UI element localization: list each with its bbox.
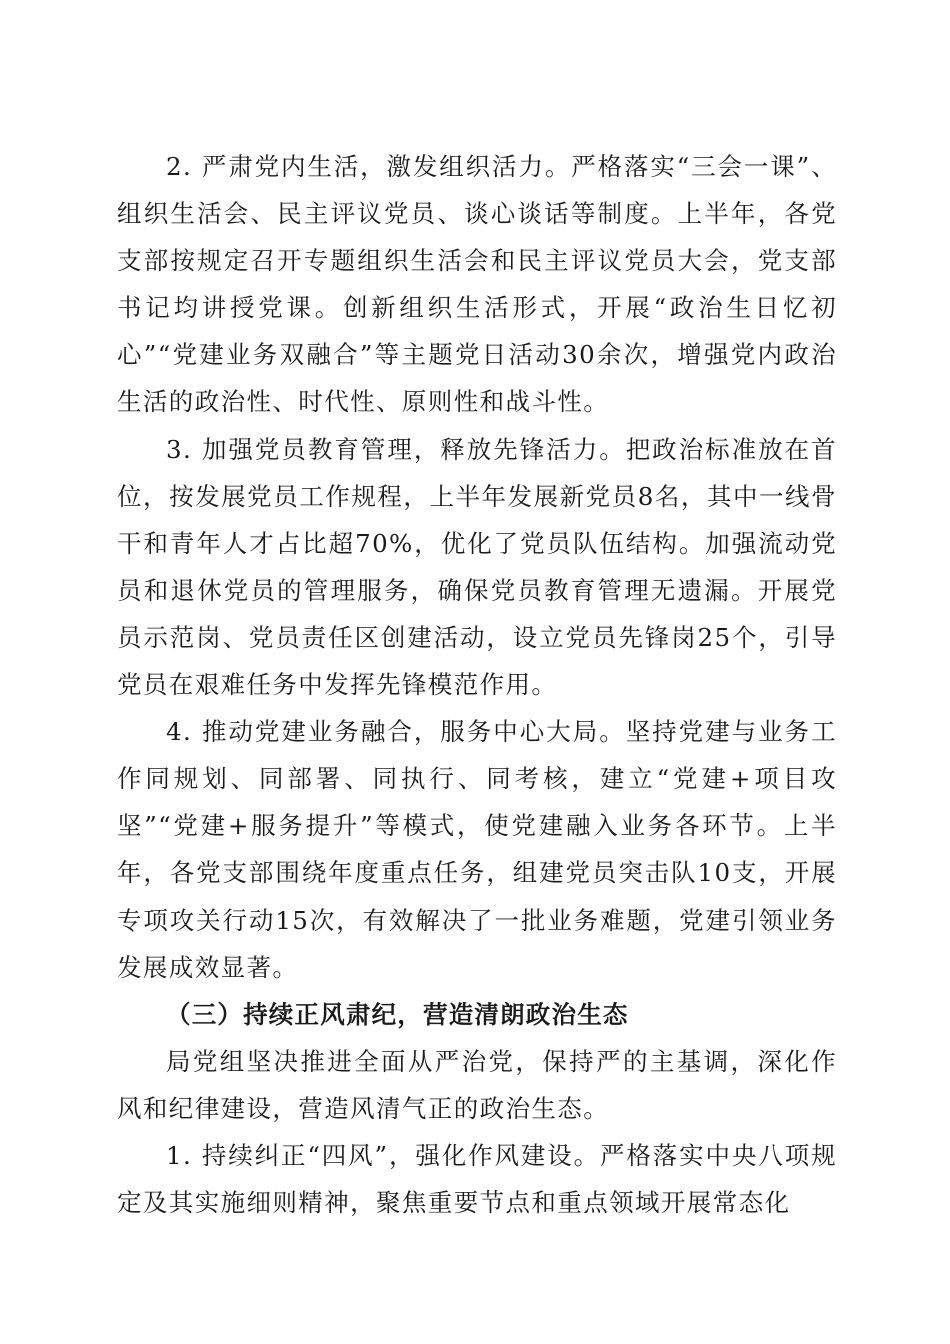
paragraph-section-intro: 局党组坚决推进全面从严治党，保持严的主基调，深化作风和纪律建设，营造风清气正的政治生态。 <box>117 1046 837 1123</box>
paragraph-party-business-integration: 4. 推动党建业务融合，服务中心大局。坚持党建与业务工作同规划、同部署、同执行、同考核，建立“党建+项目攻坚”“党建+服务提升”等模式，使党建融入业务各环节。上半年，各党支部围绕年度重点任务，组建党员突击队10支，开展专项攻关行动15次，有效解决了一批业务难题，党建引领业务发展成效显著。 <box>117 717 837 982</box>
document-body <box>117 143 837 1226</box>
paragraph-four-winds: 1. 持续纠正“四风”，强化作风建设。严格落实中央八项规定及其实施细则精神，聚焦重要节点和重点领域开展常态化 <box>117 1140 837 1218</box>
section-heading-discipline: （三）持续正风肃纪，营造清朗政治生态 <box>166 999 629 1029</box>
paragraph-strict-party-life: 2. 严肃党内生活，激发组织活力。严格落实“三会一课”、组织生活会、民主评议党员、谈心谈话等制度。上半年，各党支部按规定召开专题组织生活会和民主评议党员大会，党支部书记均讲授党课。创新组织生活形式，开展“政治生日忆初心”“党建业务双融合”等主题党日活动30余次，增强党内政治生活的政治性、时代性、原则性和战斗性。 <box>117 152 837 417</box>
paragraph-member-education: 3. 加强党员教育管理，释放先锋活力。把政治标准放在首位，按发展党员工作规程，上半年发展新党员8名，其中一线骨干和青年人才占比超70%，优化了党员队伍结构。加强流动党员和退休党员的管理服务，确保党员教育管理无遗漏。开展党员示范岗、党员责任区创建活动，设立党员先锋岗25个，引导党员在艰难任务中发挥先锋模范作用。 <box>117 434 837 700</box>
